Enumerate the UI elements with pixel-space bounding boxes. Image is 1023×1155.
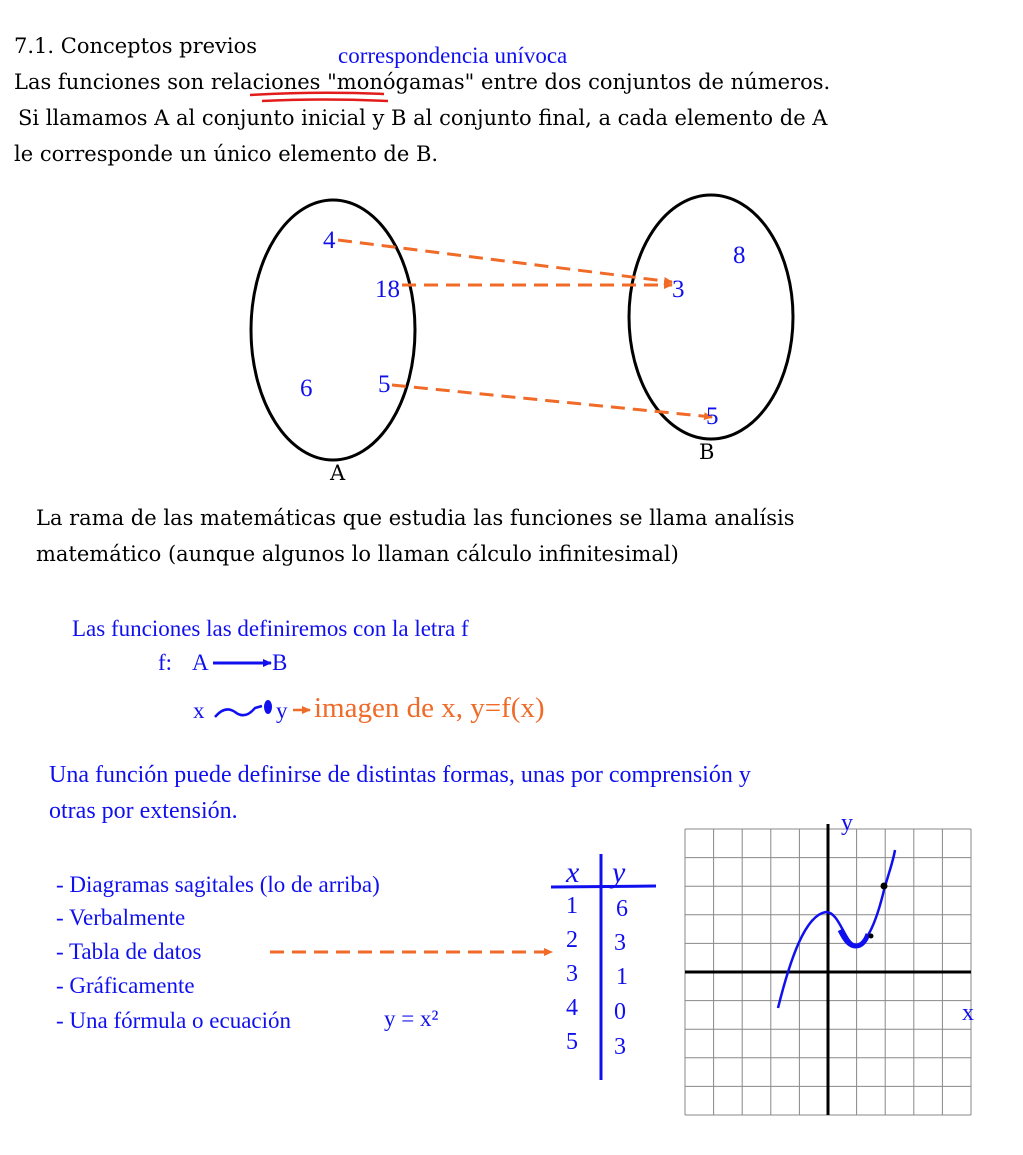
set-b-element-5: 5	[706, 403, 719, 430]
squiggle-arrow	[215, 706, 262, 717]
red-underline-2	[262, 100, 388, 102]
table-y-5: 3	[614, 1034, 626, 1060]
forms-intro-line-1: Una función puede definirse de distintas formas, unas por comprensión y	[49, 762, 751, 788]
formula-equation: y = x²	[384, 1006, 439, 1031]
section-title: 7.1. Conceptos previos	[14, 34, 258, 58]
table-x-4: 4	[566, 995, 578, 1021]
forms-intro-line-2: otras por extensión.	[49, 798, 238, 824]
domain-a: A	[192, 650, 209, 675]
form-item-tabla: - Tabla de datos	[56, 939, 202, 964]
intro-line-1-pre: Las funciones son	[14, 70, 211, 94]
image-text: imagen de x, y=f(x)	[314, 692, 545, 724]
set-a-element-18: 18	[375, 276, 400, 303]
analysis-line-1: La rama de las matemáticas que estudia las funciones se llama analísis	[36, 506, 795, 530]
analysis-line-2: matemático (aunque algunos lo llaman cálculo infinitesimal)	[36, 542, 679, 566]
table-x-3: 3	[566, 961, 578, 987]
form-item-graficamente: - Gráficamente	[56, 973, 195, 998]
graph-x-label: x	[962, 1000, 974, 1026]
intro-line-2: Si llamamos A al conjunto inicial y B al conjunto final, a cada elemento de A	[18, 106, 828, 130]
set-a-element-6: 6	[300, 375, 313, 402]
set-a-label: A	[330, 461, 346, 485]
set-b-element-3: 3	[672, 276, 685, 303]
table-y-2: 3	[614, 930, 626, 956]
table-x-2: 2	[566, 927, 578, 953]
form-item-verbalmente: - Verbalmente	[56, 905, 186, 930]
set-a-element-4: 4	[323, 227, 336, 254]
graph-y-label: y	[841, 810, 853, 836]
form-item-diagramas: - Diagramas sagitales (lo de arriba)	[56, 872, 380, 897]
codomain-b: B	[272, 650, 288, 675]
form-item-formula: - Una fórmula o ecuación	[56, 1008, 292, 1033]
red-underline	[250, 93, 384, 95]
f-prefix: f:	[158, 650, 173, 675]
variable-x: x	[193, 698, 205, 723]
table-header-y: y	[612, 856, 626, 889]
variable-y: y	[276, 698, 288, 723]
graph-curve	[778, 850, 895, 1008]
table-header-x: x	[566, 856, 580, 889]
intro-line-1-post: "monógamas" entre dos conjuntos de números.	[320, 70, 831, 94]
table-x-1: 1	[566, 893, 578, 919]
define-line: Las funciones las definiremos con la letra f	[72, 616, 469, 641]
set-b-label: B	[699, 440, 715, 464]
annotation-univoca: correspondencia unívoca	[338, 43, 568, 68]
table-x-5: 5	[566, 1029, 578, 1055]
set-a-element-5: 5	[378, 371, 391, 398]
set-b-element-8: 8	[733, 242, 746, 269]
graph-point-2	[869, 934, 874, 939]
table-y-3: 1	[616, 964, 628, 990]
intro-line-3: le corresponde un único elemento de B.	[14, 142, 439, 166]
table-y-4: 0	[614, 999, 626, 1025]
graph-point-1	[881, 883, 888, 890]
intro-highlight-word: relaciones	[210, 70, 321, 94]
squiggle-head	[264, 700, 272, 714]
table-y-1: 6	[616, 896, 628, 922]
arrow-5-to-5	[392, 385, 712, 417]
